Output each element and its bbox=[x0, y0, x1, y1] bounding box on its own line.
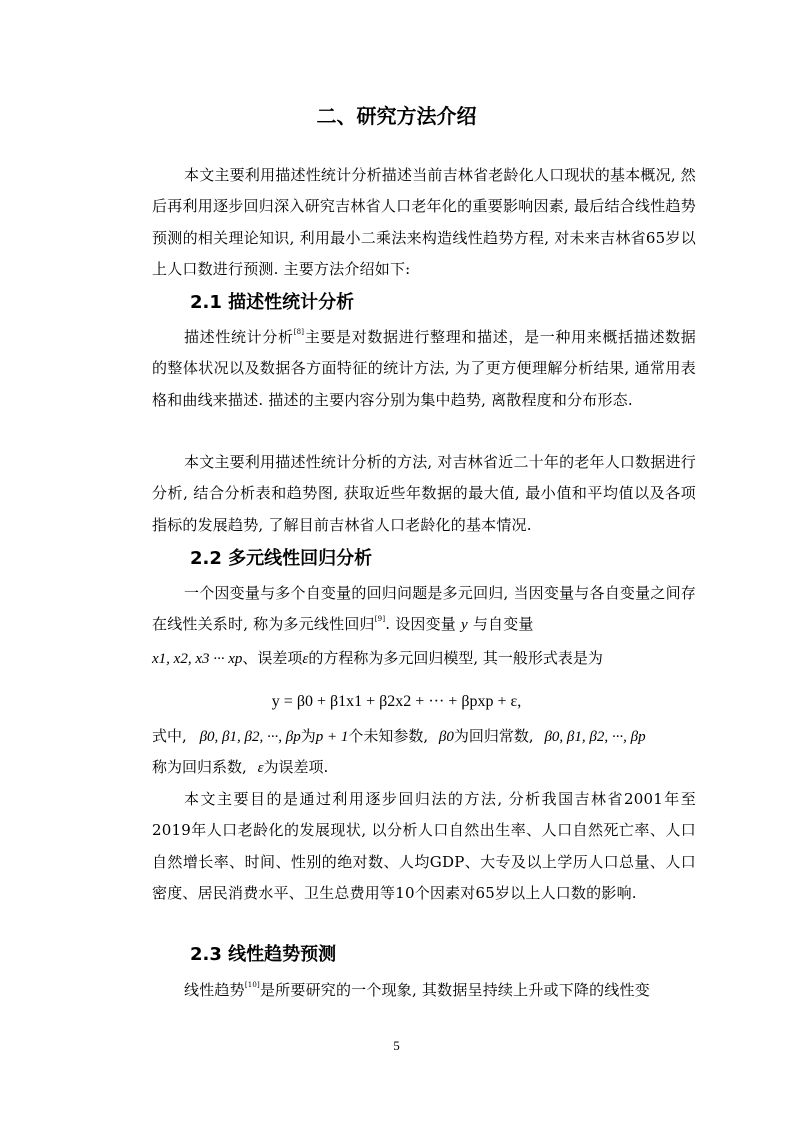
text: 一个因变量与多个自变量的回归问题是多元回归, 当因变量与各自变量之间存在线性关系时, 称为多元线性回归 bbox=[152, 584, 696, 634]
paragraph-2-1-a bbox=[152, 322, 696, 416]
text: 为误差项. bbox=[263, 758, 329, 776]
epsilon: ε bbox=[302, 651, 309, 667]
paragraph-2-1-b: 本文主要利用描述性统计分析的方法, 对吉林省近二十年的老年人口数据进行分析, 结合分析表和趋势图, 获取近些年数据的最大值, 最小值和平均值以及各项指标的发展趋势, 了解目前吉林省人口老龄化的基本情况. bbox=[152, 453, 696, 534]
coef-line bbox=[152, 752, 696, 783]
independent-vars: x1, x2, x3 ··· xp bbox=[152, 651, 243, 667]
beta-list-2: β0, β1, β2, ···, βp bbox=[544, 729, 646, 745]
text: . 设因变量 bbox=[385, 615, 457, 634]
text: 为 bbox=[300, 727, 316, 745]
vars-line bbox=[152, 643, 696, 674]
heading-2-2: 2.2 多元线性回归分析 bbox=[190, 548, 373, 569]
epsilon-2: ε bbox=[257, 760, 264, 776]
where-line bbox=[152, 721, 696, 752]
paragraph-2-2-b: 本文主要目的是通过利用逐步回归法的方法, 分析我国吉林省2001年至2019年人口老龄化的发展现状, 以分析人口自然出生率、人口自然死亡率、人口自然增长率、时间、性别的绝对数、人均GDP、大专及以上学历人口总量、人口密度、居民消费水平、卫生总费用等10个因素对65岁以上人口数的影响. bbox=[152, 790, 696, 902]
text: 与自变量 bbox=[472, 615, 534, 634]
text: 、误差项 bbox=[242, 649, 303, 667]
citation: [8] bbox=[293, 328, 305, 336]
intro-paragraph: 本文主要利用描述性统计分析描述当前吉林省老龄化人口现状的基本概况, 然后再利用逐步回归深入研究吉林省人口老年化的重要影响因素, 最后结合线性趋势预测的相关理论知识, 利用最小二乘法来构造线性趋势方程, 对未来吉林省65岁以上人口数进行预测. 主要方法介绍如下: bbox=[152, 166, 696, 278]
heading-2-3: 2.3 线性趋势预测 bbox=[190, 944, 337, 965]
paragraph-2-3-a bbox=[152, 975, 696, 1006]
page-number: 5 bbox=[393, 1038, 400, 1053]
text: 主要是对数据进行整理和描述，是一种用来概括描述数据的整体状况以及数据各方面特征的统计方法, 为了更方便理解分析结果, 通常用表格和曲线来描述. 描述的主要内容分别为集中趋势, 离散程度和分布形态. bbox=[152, 328, 696, 409]
p-plus-one: p + 1 bbox=[315, 729, 349, 745]
text: 个未知参数, bbox=[348, 727, 429, 745]
beta-0: β0 bbox=[438, 729, 454, 745]
citation: [9] bbox=[374, 615, 386, 624]
text: 描述性统计分析 bbox=[184, 328, 294, 346]
beta-list: β0, β1, β2, ···, βp bbox=[199, 729, 301, 745]
var-y: y bbox=[460, 617, 468, 634]
heading-2-1: 2.1 描述性统计分析 bbox=[190, 292, 355, 313]
regression-formula: y = β0 + β1x1 + β2x2 + ··· + βpxp + ε, bbox=[271, 693, 522, 710]
citation: [10] bbox=[244, 981, 260, 989]
section-title: 二、研究方法介绍 bbox=[316, 104, 477, 128]
paragraph-2-2-a bbox=[152, 578, 696, 642]
text: 式中, bbox=[152, 727, 187, 745]
text: 为回归常数, bbox=[453, 727, 534, 745]
text: 的方程称为多元回归模型, 其一般形式表是为 bbox=[308, 649, 603, 667]
text: 是所要研究的一个现象, 其数据呈持续上升或下降的线性变 bbox=[259, 981, 650, 999]
text: 线性趋势 bbox=[184, 981, 245, 999]
text: 称为回归系数, bbox=[152, 758, 247, 776]
